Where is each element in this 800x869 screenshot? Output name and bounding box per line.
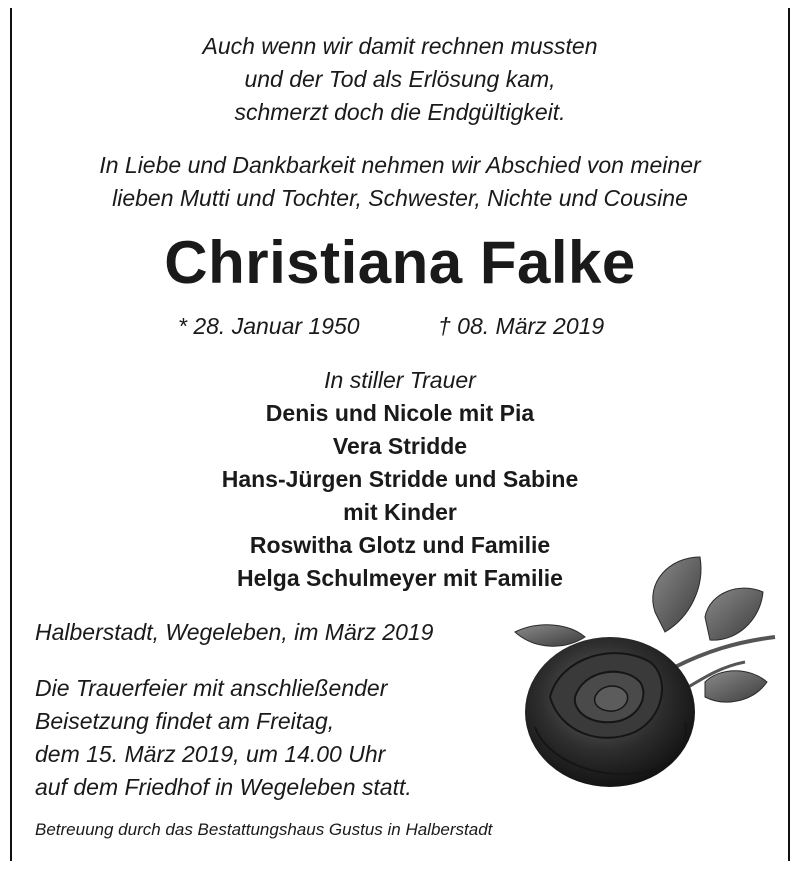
mourner-line-5: Roswitha Glotz und Familie [249, 532, 551, 558]
mourning-heading: In stiller Trauer [324, 367, 476, 393]
intro-line-1: In Liebe und Dankbarkeit nehmen wir Abschied von meiner [99, 152, 701, 178]
rose-icon [505, 552, 785, 792]
mourner-line-3: Hans-Jürgen Stridde und Sabine [221, 466, 579, 492]
intro-line-2: lieben Mutti und Tochter, Schwester, Nichte und Cousine [112, 185, 688, 211]
birth-date: * 28. Januar 1950 [178, 313, 360, 339]
verse-line-1: Auch wenn wir damit rechnen mussten [202, 33, 598, 59]
place-date: Halberstadt, Wegeleben, im März 2019 [35, 619, 434, 645]
death-date: † 08. März 2019 [438, 313, 605, 339]
funeral-line-3: dem 15. März 2019, um 14.00 Uhr [35, 741, 386, 767]
mourner-line-1: Denis und Nicole mit Pia [265, 400, 535, 426]
funeral-line-1: Die Trauerfeier mit anschließender [35, 675, 388, 701]
funeral-line-2: Beisetzung findet am Freitag, [35, 708, 335, 734]
verse-line-2: und der Tod als Erlösung kam, [244, 66, 556, 92]
mourner-line-6: Helga Schulmeyer mit Familie [237, 565, 563, 591]
mourner-line-4: mit Kinder [343, 499, 457, 525]
verse-line-3: schmerzt doch die Endgültigkeit. [234, 99, 566, 125]
footer-note: Betreuung durch das Bestattungshaus Gustus in Halberstadt [35, 820, 493, 839]
funeral-line-4: auf dem Friedhof in Wegeleben statt. [35, 774, 412, 800]
deceased-name: Christiana Falke [164, 229, 636, 296]
mourner-line-2: Vera Stridde [332, 433, 468, 459]
